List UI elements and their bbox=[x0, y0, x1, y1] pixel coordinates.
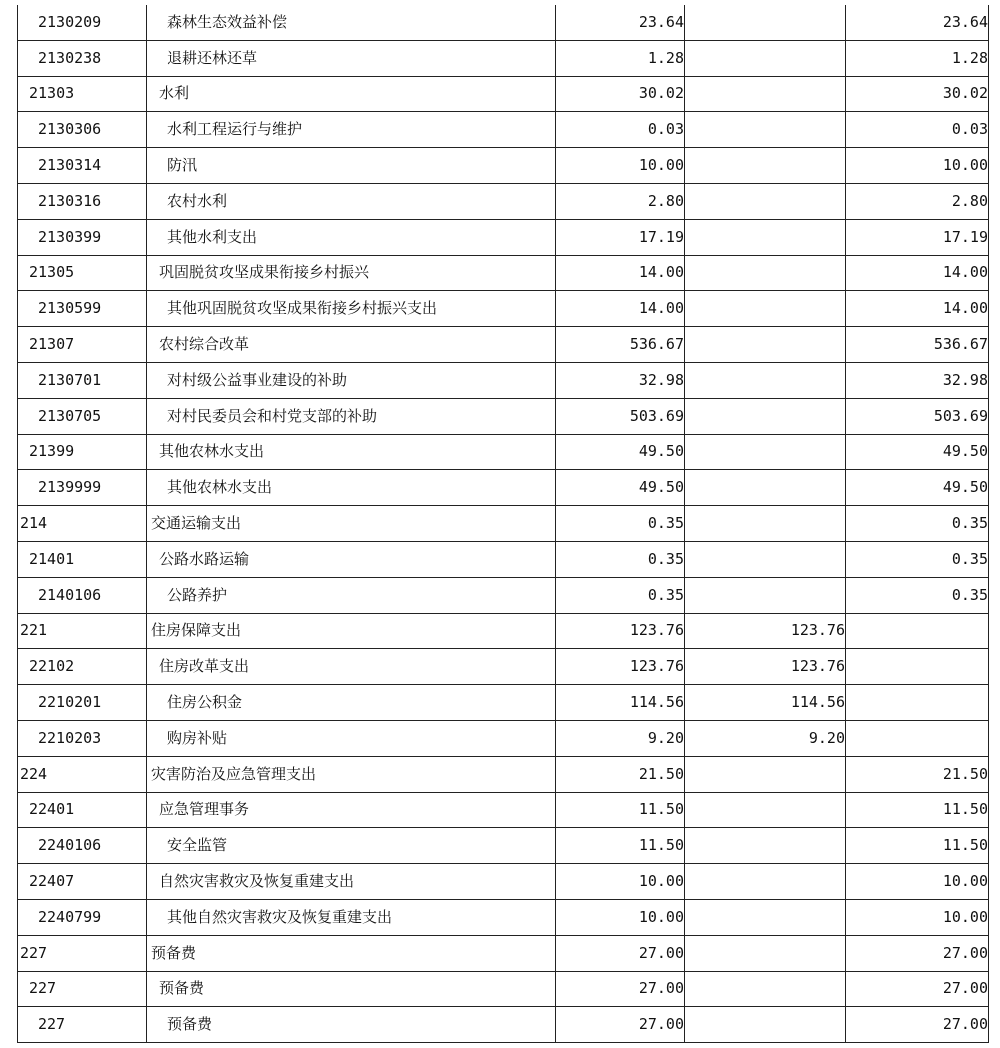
subject-code-cell: 2139999 bbox=[18, 470, 147, 506]
basic-expenditure-cell bbox=[685, 40, 846, 76]
subject-code-cell: 2130209 bbox=[18, 5, 147, 40]
subject-code-cell: 22407 bbox=[18, 864, 147, 900]
total-amount-cell: 123.76 bbox=[556, 649, 685, 685]
project-expenditure-cell: 1.28 bbox=[846, 40, 989, 76]
subject-code-cell: 227 bbox=[18, 935, 147, 971]
subject-name-cell: 自然灾害救灾及恢复重建支出 bbox=[147, 864, 556, 900]
basic-expenditure-cell bbox=[685, 756, 846, 792]
project-expenditure-cell: 0.35 bbox=[846, 541, 989, 577]
project-expenditure-cell: 21.50 bbox=[846, 756, 989, 792]
total-amount-cell: 49.50 bbox=[556, 470, 685, 506]
subject-name-cell: 公路养护 bbox=[147, 577, 556, 613]
basic-expenditure-cell bbox=[685, 362, 846, 398]
project-expenditure-cell: 2.80 bbox=[846, 183, 989, 219]
basic-expenditure-cell: 123.76 bbox=[685, 613, 846, 649]
basic-expenditure-cell bbox=[685, 506, 846, 542]
subject-name-cell: 灾害防治及应急管理支出 bbox=[147, 756, 556, 792]
budget-expenditure-table bbox=[17, 5, 989, 1043]
table-row bbox=[18, 828, 989, 864]
basic-expenditure-cell bbox=[685, 5, 846, 40]
subject-name-cell: 森林生态效益补偿 bbox=[147, 5, 556, 40]
table-row bbox=[18, 649, 989, 685]
table-row bbox=[18, 40, 989, 76]
total-amount-cell: 1.28 bbox=[556, 40, 685, 76]
project-expenditure-cell bbox=[846, 613, 989, 649]
subject-code-cell: 2240799 bbox=[18, 899, 147, 935]
subject-name-cell: 其他水利支出 bbox=[147, 219, 556, 255]
basic-expenditure-cell bbox=[685, 434, 846, 470]
table-row bbox=[18, 935, 989, 971]
subject-code-cell: 2130599 bbox=[18, 291, 147, 327]
subject-name-cell: 农村综合改革 bbox=[147, 327, 556, 363]
total-amount-cell: 0.03 bbox=[556, 112, 685, 148]
total-amount-cell: 17.19 bbox=[556, 219, 685, 255]
subject-code-cell: 2130306 bbox=[18, 112, 147, 148]
subject-name-cell: 其他巩固脱贫攻坚成果衔接乡村振兴支出 bbox=[147, 291, 556, 327]
total-amount-cell: 14.00 bbox=[556, 291, 685, 327]
total-amount-cell: 10.00 bbox=[556, 148, 685, 184]
subject-code-cell: 2130314 bbox=[18, 148, 147, 184]
project-expenditure-cell: 10.00 bbox=[846, 899, 989, 935]
table-row bbox=[18, 613, 989, 649]
table-row bbox=[18, 398, 989, 434]
subject-code-cell: 227 bbox=[18, 971, 147, 1007]
subject-name-cell: 退耕还林还草 bbox=[147, 40, 556, 76]
subject-code-cell: 21399 bbox=[18, 434, 147, 470]
total-amount-cell: 27.00 bbox=[556, 1007, 685, 1043]
subject-code-cell: 2130701 bbox=[18, 362, 147, 398]
basic-expenditure-cell bbox=[685, 470, 846, 506]
table-row bbox=[18, 864, 989, 900]
subject-code-cell: 22102 bbox=[18, 649, 147, 685]
basic-expenditure-cell bbox=[685, 864, 846, 900]
basic-expenditure-cell bbox=[685, 183, 846, 219]
project-expenditure-cell: 32.98 bbox=[846, 362, 989, 398]
project-expenditure-cell: 11.50 bbox=[846, 828, 989, 864]
subject-code-cell: 221 bbox=[18, 613, 147, 649]
total-amount-cell: 536.67 bbox=[556, 327, 685, 363]
table-row bbox=[18, 792, 989, 828]
project-expenditure-cell bbox=[846, 685, 989, 721]
subject-name-cell: 交通运输支出 bbox=[147, 506, 556, 542]
total-amount-cell: 30.02 bbox=[556, 76, 685, 112]
subject-code-cell: 227 bbox=[18, 1007, 147, 1043]
table-row bbox=[18, 148, 989, 184]
project-expenditure-cell bbox=[846, 649, 989, 685]
table-row bbox=[18, 183, 989, 219]
total-amount-cell: 123.76 bbox=[556, 613, 685, 649]
basic-expenditure-cell bbox=[685, 828, 846, 864]
subject-code-cell: 2240106 bbox=[18, 828, 147, 864]
basic-expenditure-cell bbox=[685, 327, 846, 363]
basic-expenditure-cell bbox=[685, 291, 846, 327]
subject-name-cell: 住房公积金 bbox=[147, 685, 556, 721]
total-amount-cell: 49.50 bbox=[556, 434, 685, 470]
table-row bbox=[18, 76, 989, 112]
subject-code-cell: 2140106 bbox=[18, 577, 147, 613]
table-row bbox=[18, 541, 989, 577]
project-expenditure-cell: 503.69 bbox=[846, 398, 989, 434]
basic-expenditure-cell bbox=[685, 935, 846, 971]
total-amount-cell: 0.35 bbox=[556, 577, 685, 613]
basic-expenditure-cell bbox=[685, 255, 846, 291]
subject-name-cell: 其他自然灾害救灾及恢复重建支出 bbox=[147, 899, 556, 935]
project-expenditure-cell: 0.35 bbox=[846, 506, 989, 542]
project-expenditure-cell: 10.00 bbox=[846, 864, 989, 900]
subject-name-cell: 对村民委员会和村党支部的补助 bbox=[147, 398, 556, 434]
total-amount-cell: 10.00 bbox=[556, 864, 685, 900]
total-amount-cell: 10.00 bbox=[556, 899, 685, 935]
table-row bbox=[18, 506, 989, 542]
subject-name-cell: 住房保障支出 bbox=[147, 613, 556, 649]
subject-code-cell: 21307 bbox=[18, 327, 147, 363]
basic-expenditure-cell bbox=[685, 541, 846, 577]
subject-name-cell: 应急管理事务 bbox=[147, 792, 556, 828]
table-row bbox=[18, 756, 989, 792]
subject-code-cell: 21305 bbox=[18, 255, 147, 291]
subject-name-cell: 购房补贴 bbox=[147, 720, 556, 756]
total-amount-cell: 27.00 bbox=[556, 971, 685, 1007]
project-expenditure-cell bbox=[846, 720, 989, 756]
basic-expenditure-cell bbox=[685, 76, 846, 112]
subject-code-cell: 2130316 bbox=[18, 183, 147, 219]
subject-name-cell: 预备费 bbox=[147, 935, 556, 971]
project-expenditure-cell: 14.00 bbox=[846, 255, 989, 291]
table-row bbox=[18, 434, 989, 470]
project-expenditure-cell: 10.00 bbox=[846, 148, 989, 184]
subject-name-cell: 其他农林水支出 bbox=[147, 434, 556, 470]
subject-code-cell: 22401 bbox=[18, 792, 147, 828]
table-row bbox=[18, 685, 989, 721]
subject-code-cell: 2130705 bbox=[18, 398, 147, 434]
total-amount-cell: 503.69 bbox=[556, 398, 685, 434]
subject-name-cell: 其他农林水支出 bbox=[147, 470, 556, 506]
total-amount-cell: 9.20 bbox=[556, 720, 685, 756]
table-row bbox=[18, 470, 989, 506]
project-expenditure-cell: 27.00 bbox=[846, 1007, 989, 1043]
project-expenditure-cell: 17.19 bbox=[846, 219, 989, 255]
total-amount-cell: 21.50 bbox=[556, 756, 685, 792]
subject-name-cell: 水利 bbox=[147, 76, 556, 112]
project-expenditure-cell: 536.67 bbox=[846, 327, 989, 363]
table-row bbox=[18, 291, 989, 327]
project-expenditure-cell: 49.50 bbox=[846, 434, 989, 470]
total-amount-cell: 2.80 bbox=[556, 183, 685, 219]
table-row bbox=[18, 971, 989, 1007]
table-body bbox=[18, 5, 989, 1043]
total-amount-cell: 23.64 bbox=[556, 5, 685, 40]
table-row bbox=[18, 720, 989, 756]
total-amount-cell: 11.50 bbox=[556, 828, 685, 864]
project-expenditure-cell: 27.00 bbox=[846, 971, 989, 1007]
subject-name-cell: 巩固脱贫攻坚成果衔接乡村振兴 bbox=[147, 255, 556, 291]
subject-code-cell: 2130399 bbox=[18, 219, 147, 255]
basic-expenditure-cell bbox=[685, 899, 846, 935]
subject-code-cell: 2210201 bbox=[18, 685, 147, 721]
table-row bbox=[18, 219, 989, 255]
table-row bbox=[18, 327, 989, 363]
project-expenditure-cell: 0.03 bbox=[846, 112, 989, 148]
project-expenditure-cell: 27.00 bbox=[846, 935, 989, 971]
subject-code-cell: 21401 bbox=[18, 541, 147, 577]
subject-name-cell: 对村级公益事业建设的补助 bbox=[147, 362, 556, 398]
total-amount-cell: 32.98 bbox=[556, 362, 685, 398]
table-row bbox=[18, 112, 989, 148]
subject-code-cell: 214 bbox=[18, 506, 147, 542]
subject-name-cell: 水利工程运行与维护 bbox=[147, 112, 556, 148]
basic-expenditure-cell: 114.56 bbox=[685, 685, 846, 721]
table-row bbox=[18, 899, 989, 935]
basic-expenditure-cell bbox=[685, 219, 846, 255]
project-expenditure-cell: 14.00 bbox=[846, 291, 989, 327]
project-expenditure-cell: 30.02 bbox=[846, 76, 989, 112]
total-amount-cell: 0.35 bbox=[556, 541, 685, 577]
basic-expenditure-cell bbox=[685, 971, 846, 1007]
subject-name-cell: 预备费 bbox=[147, 1007, 556, 1043]
basic-expenditure-cell bbox=[685, 112, 846, 148]
basic-expenditure-cell bbox=[685, 577, 846, 613]
table-row bbox=[18, 577, 989, 613]
subject-code-cell: 21303 bbox=[18, 76, 147, 112]
total-amount-cell: 114.56 bbox=[556, 685, 685, 721]
subject-name-cell: 农村水利 bbox=[147, 183, 556, 219]
basic-expenditure-cell: 9.20 bbox=[685, 720, 846, 756]
basic-expenditure-cell bbox=[685, 398, 846, 434]
subject-name-cell: 住房改革支出 bbox=[147, 649, 556, 685]
total-amount-cell: 27.00 bbox=[556, 935, 685, 971]
project-expenditure-cell: 11.50 bbox=[846, 792, 989, 828]
basic-expenditure-cell bbox=[685, 148, 846, 184]
table-row bbox=[18, 5, 989, 40]
subject-code-cell: 2130238 bbox=[18, 40, 147, 76]
basic-expenditure-cell bbox=[685, 792, 846, 828]
total-amount-cell: 11.50 bbox=[556, 792, 685, 828]
total-amount-cell: 14.00 bbox=[556, 255, 685, 291]
table-row bbox=[18, 255, 989, 291]
project-expenditure-cell: 49.50 bbox=[846, 470, 989, 506]
subject-name-cell: 防汛 bbox=[147, 148, 556, 184]
total-amount-cell: 0.35 bbox=[556, 506, 685, 542]
table-row bbox=[18, 362, 989, 398]
subject-name-cell: 公路水路运输 bbox=[147, 541, 556, 577]
subject-name-cell: 预备费 bbox=[147, 971, 556, 1007]
subject-code-cell: 224 bbox=[18, 756, 147, 792]
subject-code-cell: 2210203 bbox=[18, 720, 147, 756]
project-expenditure-cell: 23.64 bbox=[846, 5, 989, 40]
project-expenditure-cell: 0.35 bbox=[846, 577, 989, 613]
subject-name-cell: 安全监管 bbox=[147, 828, 556, 864]
basic-expenditure-cell bbox=[685, 1007, 846, 1043]
basic-expenditure-cell: 123.76 bbox=[685, 649, 846, 685]
table-row bbox=[18, 1007, 989, 1043]
